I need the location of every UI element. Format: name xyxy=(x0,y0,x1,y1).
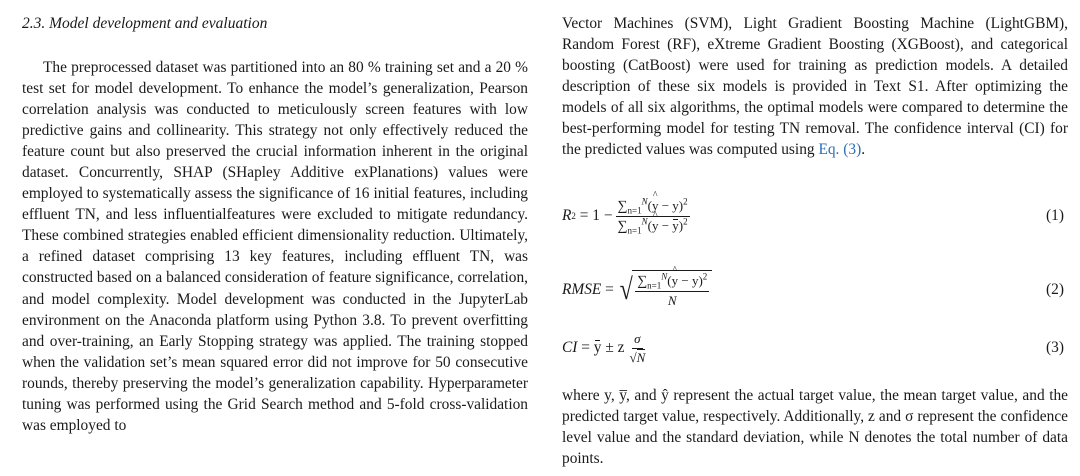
section-heading: 2.3. Model development and evaluation xyxy=(22,15,268,32)
equation-ci-lhs: CI xyxy=(562,339,578,356)
equation-r2-lhs: R xyxy=(562,207,572,224)
equation-ci xyxy=(562,322,1068,374)
equation-rmse xyxy=(562,264,1068,316)
equation-number-1: (1) xyxy=(1046,207,1064,224)
equation-number-3: (3) xyxy=(1046,339,1064,356)
equation-rmse-body: RMSE = √ $\frac{\sum_{n=1}^N(\^{} y - y)^2}{N}$ xyxy=(562,264,712,316)
body-paragraph-right-top xyxy=(562,13,1068,160)
body-paragraph-left: The preprocessed dataset was partitioned into an 80 % training set and a 20 % test set for model development. To enhance the model’s generalization, Pearson correlation analysis was conducted to meticulously screen features with low predictive gains and collinearity. This strategy not only effectively reduced the feature count but also preserved the crucial information inherent in the original dataset. Concurrently, SHAP (SHapley Additive exPlanations) values were employed to systematically assess the significance of 16 initial features, including effluent TN, and less influentialfeatures were excluded to mitigate redundancy. These combined strategies enabled efficient dimensionality reduction. Ultimately, a refined dataset comprising 13 key features, including effluent TN, was constructed based on a balanced consideration of feature significance, correlation, and model complexity. Model development was conducted in the JupyterLab environment on the Anaconda platform using Python 3.8. To prevent overfitting and over-training, an Early Stopping strategy was applied. The training stopped when the validation set’s mean squared error did not improve for 50 consecutive rounds, thereby preserving the model’s generalization capability. Hyperparameter tuning was performed using the Grid Search method and 5-fold cross-validation was employed to xyxy=(22,59,528,434)
equation-rmse-lhs: RMSE xyxy=(562,281,602,298)
equation-r2 xyxy=(562,190,1068,242)
body-paragraph-right-bottom: where y, y̅, and ŷ represent the actual target value, the mean target value, and the predicted target value, respectively. Additionally, z and σ represent the confidence level value and the standard deviation, while N denotes the total number of data points. xyxy=(562,387,1068,468)
equation-ci-body: CI = y ± z $\frac{\sigma}{√N}$ xyxy=(562,330,646,365)
paragraph-end: . xyxy=(861,141,866,159)
equation-number-2: (2) xyxy=(1046,281,1064,298)
equation-r2-body: R 2 = 1 − $\frac{\sum_{n=1}^N(\^{} y - y)^2}{\sum_{n=1}^N(\^{} y - y)^2}$ xyxy=(562,190,693,242)
paragraph-text: Vector Machines (SVM), Light Gradient Boosting Machine (LightGBM), Random Forest (RF), eXtreme Gradient Boosting (XGBoost), and categorical boosting (CatBoost) were used for training as prediction models. A detailed description of these six models is provided in Text S1. After optimizing the models of all six algorithms, the optimal models were compared to determine the best-performing model for testing TN removal. The confidence interval (CI) for the predicted values was computed using xyxy=(562,15,1068,159)
equation-reference-link[interactable]: Eq. (3) xyxy=(818,141,862,159)
